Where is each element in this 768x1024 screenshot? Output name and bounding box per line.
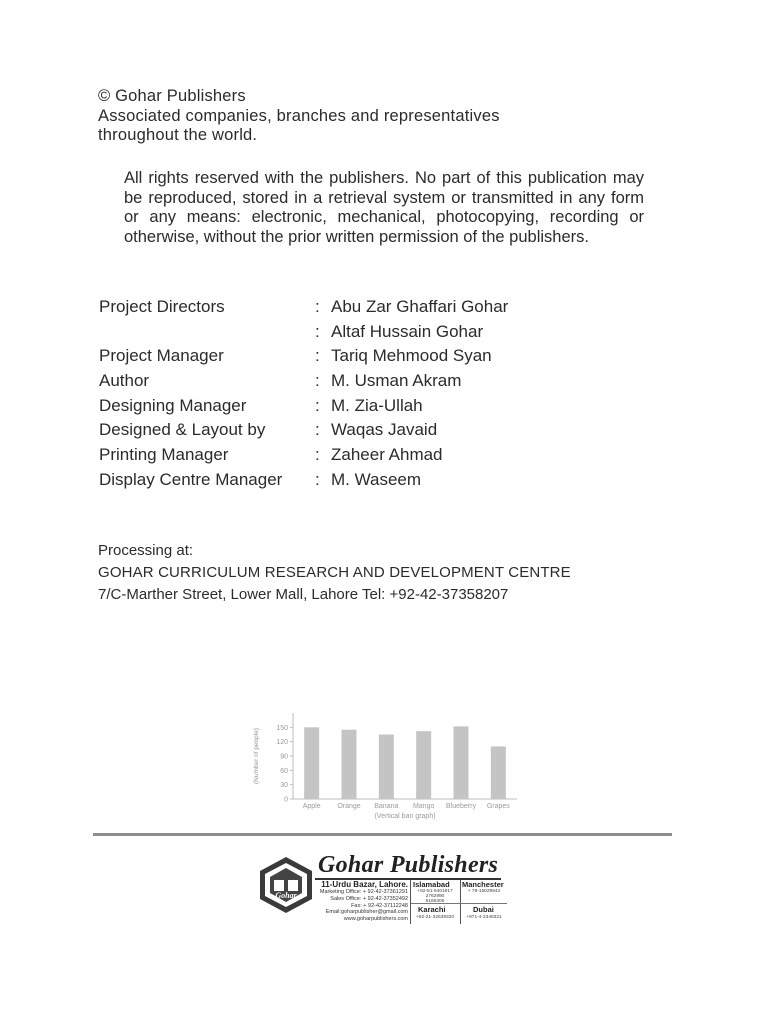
address-line: www.goharpublishers.com (343, 916, 408, 923)
x-tick-label: Banana (374, 803, 399, 810)
bar (342, 730, 357, 799)
bar-chart-svg (245, 705, 530, 825)
credit-separator: : (315, 445, 320, 465)
bar (304, 727, 319, 799)
y-tick-label: 150 (276, 724, 288, 732)
credit-separator: : (315, 395, 320, 415)
credit-role: Project Directors (99, 297, 225, 316)
credit-name: Altaf Hussain Gohar (331, 321, 484, 341)
processing-block (98, 540, 571, 606)
branch-city: Islamabad (413, 880, 450, 889)
credit-role: Designed & Layout by (99, 420, 266, 440)
rights-notice: All rights reserved with the publishers. No part of this publication may be reproduced, stored in a retrieval system or transmitted in any form or any means: electronic, mechanical, photocopying, recording or otherwise, without the prior written permission of the publishers. (124, 169, 644, 246)
head-office-address (308, 880, 408, 923)
processing-label: Processing at: (98, 542, 194, 559)
footer-divider (93, 833, 672, 836)
address-line: Sales Office: + 92-42-37352492 (330, 895, 408, 902)
credit-separator: : (315, 420, 320, 440)
credit-role: Display Centre Manager (99, 469, 283, 489)
x-tick-label: Orange (337, 803, 361, 810)
bar (491, 746, 506, 799)
y-tick-label: 120 (276, 739, 288, 747)
branch-city: Karachi (418, 905, 446, 914)
credit-role: Project Manager (99, 346, 224, 366)
publisher-name: Gohar Publishers (318, 852, 499, 878)
y-tick-label: 60 (280, 767, 288, 775)
x-tick-label: Blueberry (446, 803, 476, 810)
branch-phone: 2762990 (425, 894, 445, 900)
x-tick-label: Grapes (486, 803, 510, 810)
processing-organization: GOHAR CURRICULUM RESEARCH AND DEVELOPMENT CENTRE (98, 564, 571, 581)
credit-name: Tariq Mehmood Syan (331, 346, 492, 366)
copyright-line: © Gohar Publishers (98, 87, 246, 105)
branch-phone: 5166306 (425, 899, 445, 905)
credit-role: Designing Manager (99, 395, 247, 415)
credit-role: Author (99, 371, 150, 391)
credit-separator: : (315, 346, 320, 366)
x-tick-label: Mango (412, 803, 435, 810)
credit-separator: : (315, 371, 320, 391)
copyright-line: Associated companies, branches and representatives (98, 106, 500, 125)
copyright-block (98, 87, 500, 146)
branch-phone: +92-51-5401917 (417, 889, 453, 894)
branch-city: Dubai (473, 905, 494, 914)
credit-name: Waqas Javaid (331, 420, 438, 440)
branch-phones (411, 889, 459, 905)
y-tick-label: 30 (280, 782, 288, 790)
credit-name: M. Usman Akram (331, 371, 462, 391)
address-street: 11-Urdu Bazar, Lahore. (321, 880, 408, 889)
y-tick-label: 90 (280, 753, 288, 761)
address-line: Email:goharpublisher@gmail.com (325, 909, 408, 916)
branch-phone: +971-4-2348321 (466, 915, 502, 920)
bar-chart (245, 705, 530, 825)
publisher-footer (255, 852, 515, 930)
credit-name: M. Zia-Ullah (331, 395, 423, 415)
credit-name: Zaheer Ahmad (331, 445, 443, 465)
branch-phones (461, 915, 507, 920)
bar (379, 735, 394, 800)
credit-name: Abu Zar Ghaffari Gohar (331, 297, 509, 316)
copyright-line: throughout the world. (98, 126, 258, 144)
x-tick-label: Apple (302, 803, 321, 810)
branch-city: Manchester (462, 880, 504, 889)
branch-phones (461, 889, 507, 894)
credit-name: M. Waseem (331, 469, 422, 489)
bar (454, 726, 469, 799)
credit-separator: : (315, 321, 320, 341)
branch-phone: + 78-15029944 (467, 889, 501, 894)
bar (416, 731, 431, 799)
processing-address: 7/C-Marther Street, Lower Mall, Lahore Tel: +92-42-37358207 (98, 586, 509, 603)
address-line: Fax: + 92-42-37112248 (351, 902, 408, 909)
branch-phones (411, 915, 459, 920)
credit-separator: : (315, 469, 320, 489)
credit-separator: : (315, 297, 320, 316)
chart-caption: (Vertical ban graph) (374, 813, 436, 820)
address-line: Marketing Office: + 92-42-37361291 (319, 889, 408, 895)
y-axis-label: (Number of people) (253, 728, 260, 784)
logo-emblem-text: Gohar (275, 891, 297, 900)
branch-phone: +92-21-32639320 (415, 915, 454, 920)
credit-role: Printing Manager (99, 445, 229, 465)
y-tick-label: 0 (284, 796, 288, 804)
